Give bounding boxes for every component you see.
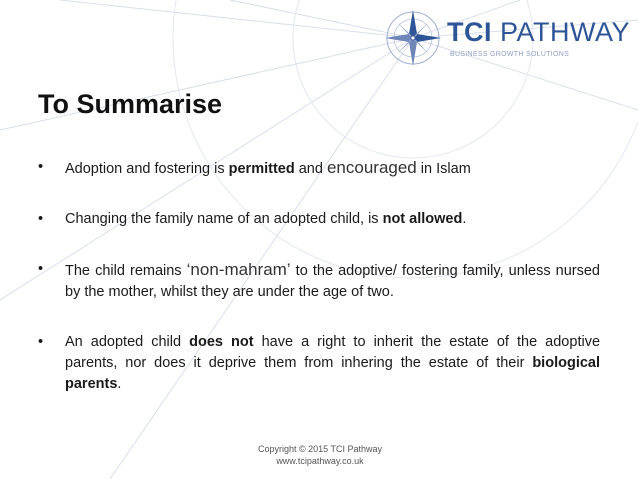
bullet-inheritance (38, 332, 600, 395)
logo-wordmark (447, 19, 630, 46)
slide-footer (200, 443, 440, 467)
footer-copyright: Copyright © 2015 TCI Pathway (257, 444, 383, 454)
logo-brand-bold: TCI (447, 17, 492, 47)
bullet-text: have a right to inherit the estate of the adoptive parents, nor does it deprive them from inhering the estate of their (65, 334, 601, 371)
bullet-emphasis-large: ‘non-mahram’ (186, 260, 291, 279)
bullet-text: Changing the family name of an adopted child, is (65, 211, 383, 227)
bullet-dot: • (38, 211, 44, 227)
logo-brand-rest: PATHWAY (500, 17, 631, 47)
bullet-text: . (117, 376, 122, 392)
logo-tagline: BUSINESS GROWTH SOLUTIONS (450, 51, 570, 58)
bullet-text: to the adoptive/ fostering family, unless nursed by the mother, whilst they are under the age of two. (65, 263, 600, 300)
bullet-emphasis: not allowed (382, 211, 463, 227)
bullet-text: in Islam (416, 161, 471, 177)
bullet-adoption-permitted (38, 157, 600, 180)
footer-website: www.tcipathway.co.uk (276, 456, 364, 466)
summary-bullet-list (38, 157, 600, 395)
bullet-dot: • (38, 159, 44, 175)
bullet-emphasis: does not (189, 334, 254, 350)
bullet-emphasis-large: encouraged (326, 158, 417, 177)
tci-pathway-logo (383, 8, 633, 68)
bullet-text: The child remains (65, 263, 187, 279)
bullet-text: Adoption and fostering is (65, 161, 229, 177)
bullet-dot: • (38, 334, 44, 350)
bullet-emphasis: biological parents (65, 355, 600, 392)
bullet-emphasis: permitted (228, 161, 295, 177)
bullet-non-mahram (38, 259, 600, 303)
bullet-text: . (462, 211, 467, 227)
bullet-text: and (294, 161, 327, 177)
bullet-dot: • (38, 261, 44, 277)
compass-rose-icon (383, 8, 443, 68)
bullet-text: An adopted child (65, 334, 190, 350)
bullet-family-name (38, 209, 600, 230)
slide-title: To Summarise (38, 89, 223, 119)
